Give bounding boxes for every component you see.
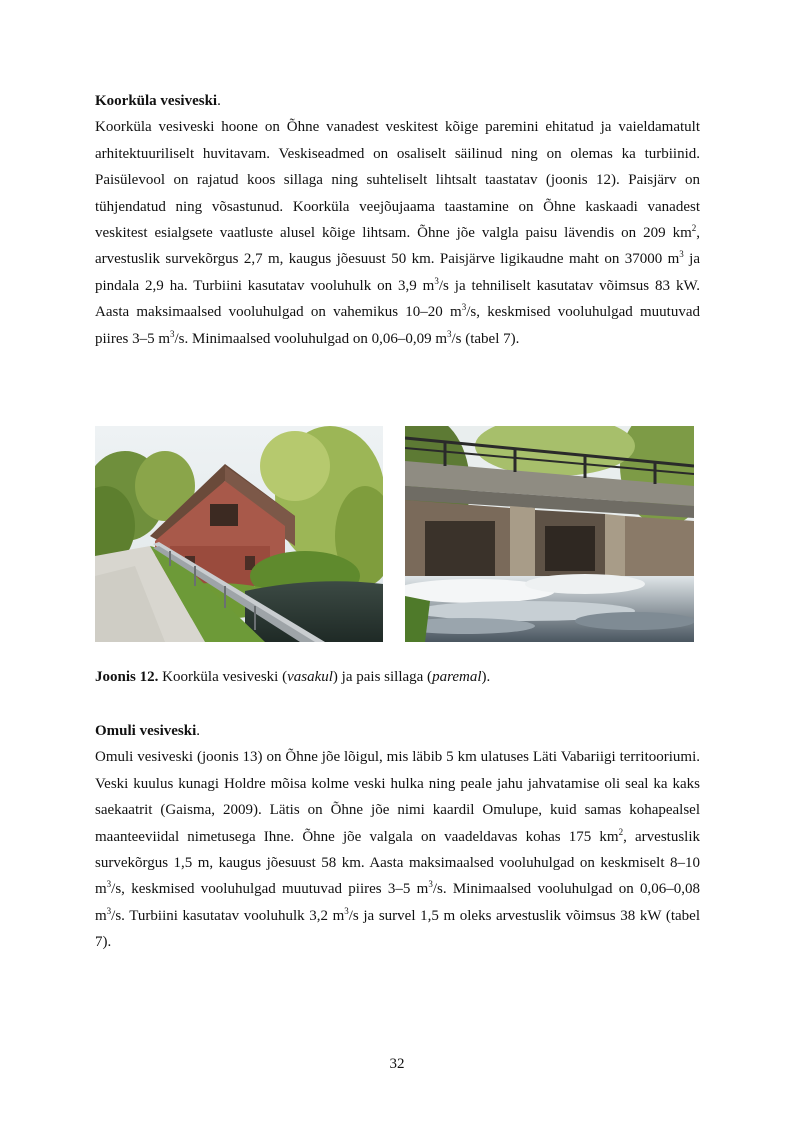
page-number: 32: [389, 1056, 405, 1072]
paragraph-koorkula: Koorküla vesiveski hoone on Õhne vanadest veskitest kõige paremini ehitatud ja vaieldamatult arhitektuuriliselt huvitavam. Veskiseadmed on osaliselt säilinud ning on olemas ka turbiinid. Paisülevool on rajatud koos sillaga ning suhteliselt lihtsalt taastatav (joonis 12). Paisjärv on tühjendatud ning võsastunud. Koorküla veejõujaama taastamine on Õhne kaskaadi vanadest veskitest esialgsete vaatluste alusel kõige lihtsam. Õhne jõe valgla paisu lävendis on 209 $km^2$, arvestuslik survekõrgus 2,7 m, kaugus jõesuust 50 km. Paisjärve ligikaudne maht on 37000 $m^3$ ja pindala 2,9 ha. Turbiini kasutatav vooluhulk on 3,9 $m^3/s$ ja tehniliselt kasutatav võimsus 83 kW. Aasta maksimaalsed vooluhulgad on vahemikus 10–20 $m^3/s$, keskmised vooluhulgad muutuvad piires 3–5 $m^3/s$. Minimaalsed vooluhulgad on 0,06–0,09 $m^3/s$ (tabel 7).: [95, 119, 701, 347]
section-omuli: [95, 718, 700, 956]
section-title-omuli: Omuli vesiveski.: [95, 723, 201, 739]
section-title-koorkula: Koorküla vesiveski.: [95, 93, 221, 109]
paragraph-omuli: Omuli vesiveski (joonis 13) on Õhne jõe lõigul, mis läbib 5 km ulatuses Läti Vabariigi territooriumi. Veski kuulus kunagi Holdre mõisa kolme veski hulka ning peale jahu jahvatamise oli seal ka kaks saekaatrit (Gaisma, 2009). Lätis on Õhne jõe nimi kaardil Omulupe, kuid samas kohapealsel maanteeviidal nimetusega Ihne. Õhne jõe valgala on vaadeldavas kohas 175 $km^2$, arvestuslik survekõrgus 1,5 m, kaugus jõesuust 58 km. Aasta maksimaalsed vooluhulgad on keskmiselt 8–10 $m^3/s$, keskmised vooluhulgad muutuvad piires 3–5 $m^3/s$. Minimaalsed vooluhulgad on 0,06–0,08 $m^3/s$. Turbiini kasutatav vooluhulk 3,2 $m^3/s$ ja survel 1,5 m oleks arvestuslik võimsus 38 kW (tabel 7).: [95, 749, 700, 951]
figure-caption: Joonis 12. Koorküla vesiveski (vasakul) ja pais sillaga (paremal).: [95, 669, 491, 685]
dam-bridge-photo: [405, 426, 694, 642]
mill-building-photo: [95, 426, 383, 642]
figure-photos: [95, 426, 700, 642]
section-koorkula: [95, 88, 700, 352]
